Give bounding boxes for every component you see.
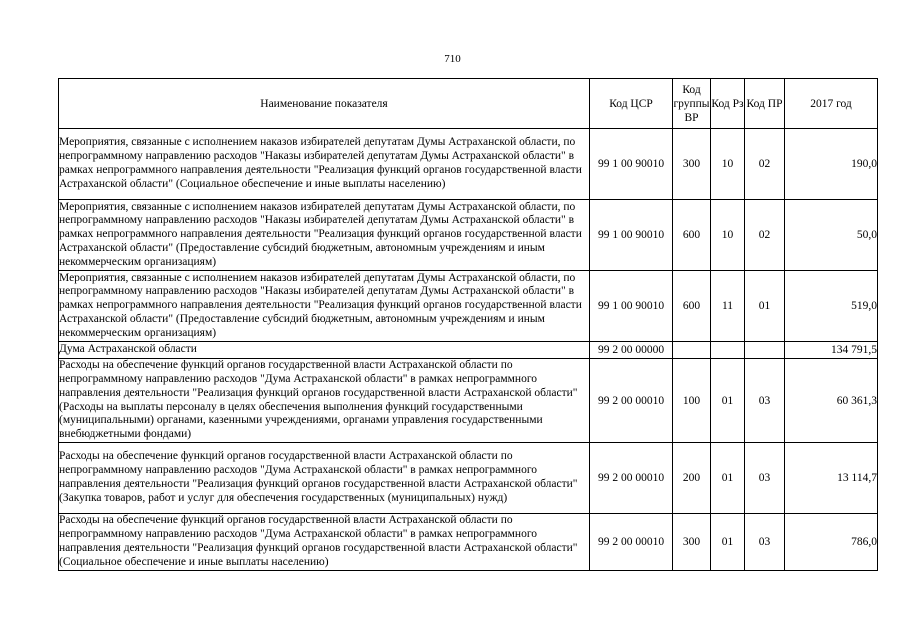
row-pr: 03 <box>745 359 785 443</box>
row-amount: 134 791,5 <box>785 342 878 359</box>
row-pr: 02 <box>745 129 785 200</box>
row-vr: 600 <box>673 271 711 342</box>
row-rz: 01 <box>711 514 745 571</box>
row-amount: 786,0 <box>785 514 878 571</box>
table-row <box>59 359 878 443</box>
header-vr: Код группы ВР <box>673 79 711 129</box>
row-rz: 01 <box>711 359 745 443</box>
row-vr: 600 <box>673 200 711 271</box>
row-pr <box>745 342 785 359</box>
row-rz: 01 <box>711 443 745 514</box>
row-pr: 03 <box>745 514 785 571</box>
page-number: 710 <box>444 53 461 65</box>
row-amount: 190,0 <box>785 129 878 200</box>
budget-table <box>58 78 878 571</box>
row-rz: 11 <box>711 271 745 342</box>
row-csr: 99 2 00 00010 <box>590 443 673 514</box>
row-name: Мероприятия, связанные с исполнением наказов избирателей депутатам Думы Астраханской области, по непрограммному направлению расходов "Наказы избирателей депутатам Думы Астраханской области" в рамках непрограммного направления деятельности "Реализация функций органов государственной власти Астраханской области" (Предоставление субсидий бюджетным, автономным учреждениям и иным некоммерческим организациям) <box>59 271 590 342</box>
row-csr: 99 1 00 90010 <box>590 129 673 200</box>
table-header-row <box>59 79 878 129</box>
header-name: Наименование показателя <box>59 79 590 129</box>
row-rz <box>711 342 745 359</box>
row-name: Мероприятия, связанные с исполнением наказов избирателей депутатам Думы Астраханской области, по непрограммному направлению расходов "Наказы избирателей депутатам Думы Астраханской области" в рамках непрограммного направления деятельности "Реализация функций органов государственной власти Астраханской области" (Предоставление субсидий бюджетным, автономным учреждениям и иным некоммерческим организациям) <box>59 200 590 271</box>
row-csr: 99 1 00 90010 <box>590 271 673 342</box>
table-row <box>59 129 878 200</box>
row-vr: 200 <box>673 443 711 514</box>
row-vr: 300 <box>673 129 711 200</box>
table-row <box>59 342 878 359</box>
header-csr: Код ЦСР <box>590 79 673 129</box>
table-row <box>59 443 878 514</box>
row-rz: 10 <box>711 200 745 271</box>
table-row <box>59 514 878 571</box>
table-row <box>59 200 878 271</box>
row-amount: 519,0 <box>785 271 878 342</box>
row-vr <box>673 342 711 359</box>
row-name: Мероприятия, связанные с исполнением наказов избирателей депутатам Думы Астраханской области, по непрограммному направлению расходов "Наказы избирателей депутатам Думы Астраханской области" в рамках непрограммного направления деятельности "Реализация функций органов государственной власти Астраханской области" (Социальное обеспечение и иные выплаты населению) <box>59 129 590 200</box>
row-amount: 50,0 <box>785 200 878 271</box>
row-amount: 13 114,7 <box>785 443 878 514</box>
row-name: Расходы на обеспечение функций органов государственной власти Астраханской области по непрограммному направлению расходов "Дума Астраханской области" в рамках непрограммного направления деятельности "Реализация функций органов государственной власти Астраханской области" (Закупка товаров, работ и услуг для обеспечения государственных (муниципальных) нужд) <box>59 443 590 514</box>
row-amount: 60 361,3 <box>785 359 878 443</box>
row-vr: 100 <box>673 359 711 443</box>
row-pr: 03 <box>745 443 785 514</box>
row-vr: 300 <box>673 514 711 571</box>
row-name: Расходы на обеспечение функций органов государственной власти Астраханской области по непрограммному направлению расходов "Дума Астраханской области" в рамках непрограммного направления деятельности "Реализация функций органов государственной власти Астраханской области" (Расходы на выплаты персоналу в целях обеспечения выполнения функций государственными (муниципальными) органами, казенными учреждениями, органами управления государственными внебюджетными фондами) <box>59 359 590 443</box>
row-name: Расходы на обеспечение функций органов государственной власти Астраханской области по непрограммному направлению расходов "Дума Астраханской области" в рамках непрограммного направления деятельности "Реализация функций органов государственной власти Астраханской области" (Социальное обеспечение и иные выплаты населению) <box>59 514 590 571</box>
table-row <box>59 271 878 342</box>
header-pr: Код ПР <box>745 79 785 129</box>
row-pr: 02 <box>745 200 785 271</box>
row-pr: 01 <box>745 271 785 342</box>
header-rz: Код Рз <box>711 79 745 129</box>
row-csr: 99 1 00 90010 <box>590 200 673 271</box>
header-year: 2017 год <box>785 79 878 129</box>
row-rz: 10 <box>711 129 745 200</box>
row-name: Дума Астраханской области <box>59 342 590 359</box>
row-csr: 99 2 00 00000 <box>590 342 673 359</box>
row-csr: 99 2 00 00010 <box>590 359 673 443</box>
row-csr: 99 2 00 00010 <box>590 514 673 571</box>
